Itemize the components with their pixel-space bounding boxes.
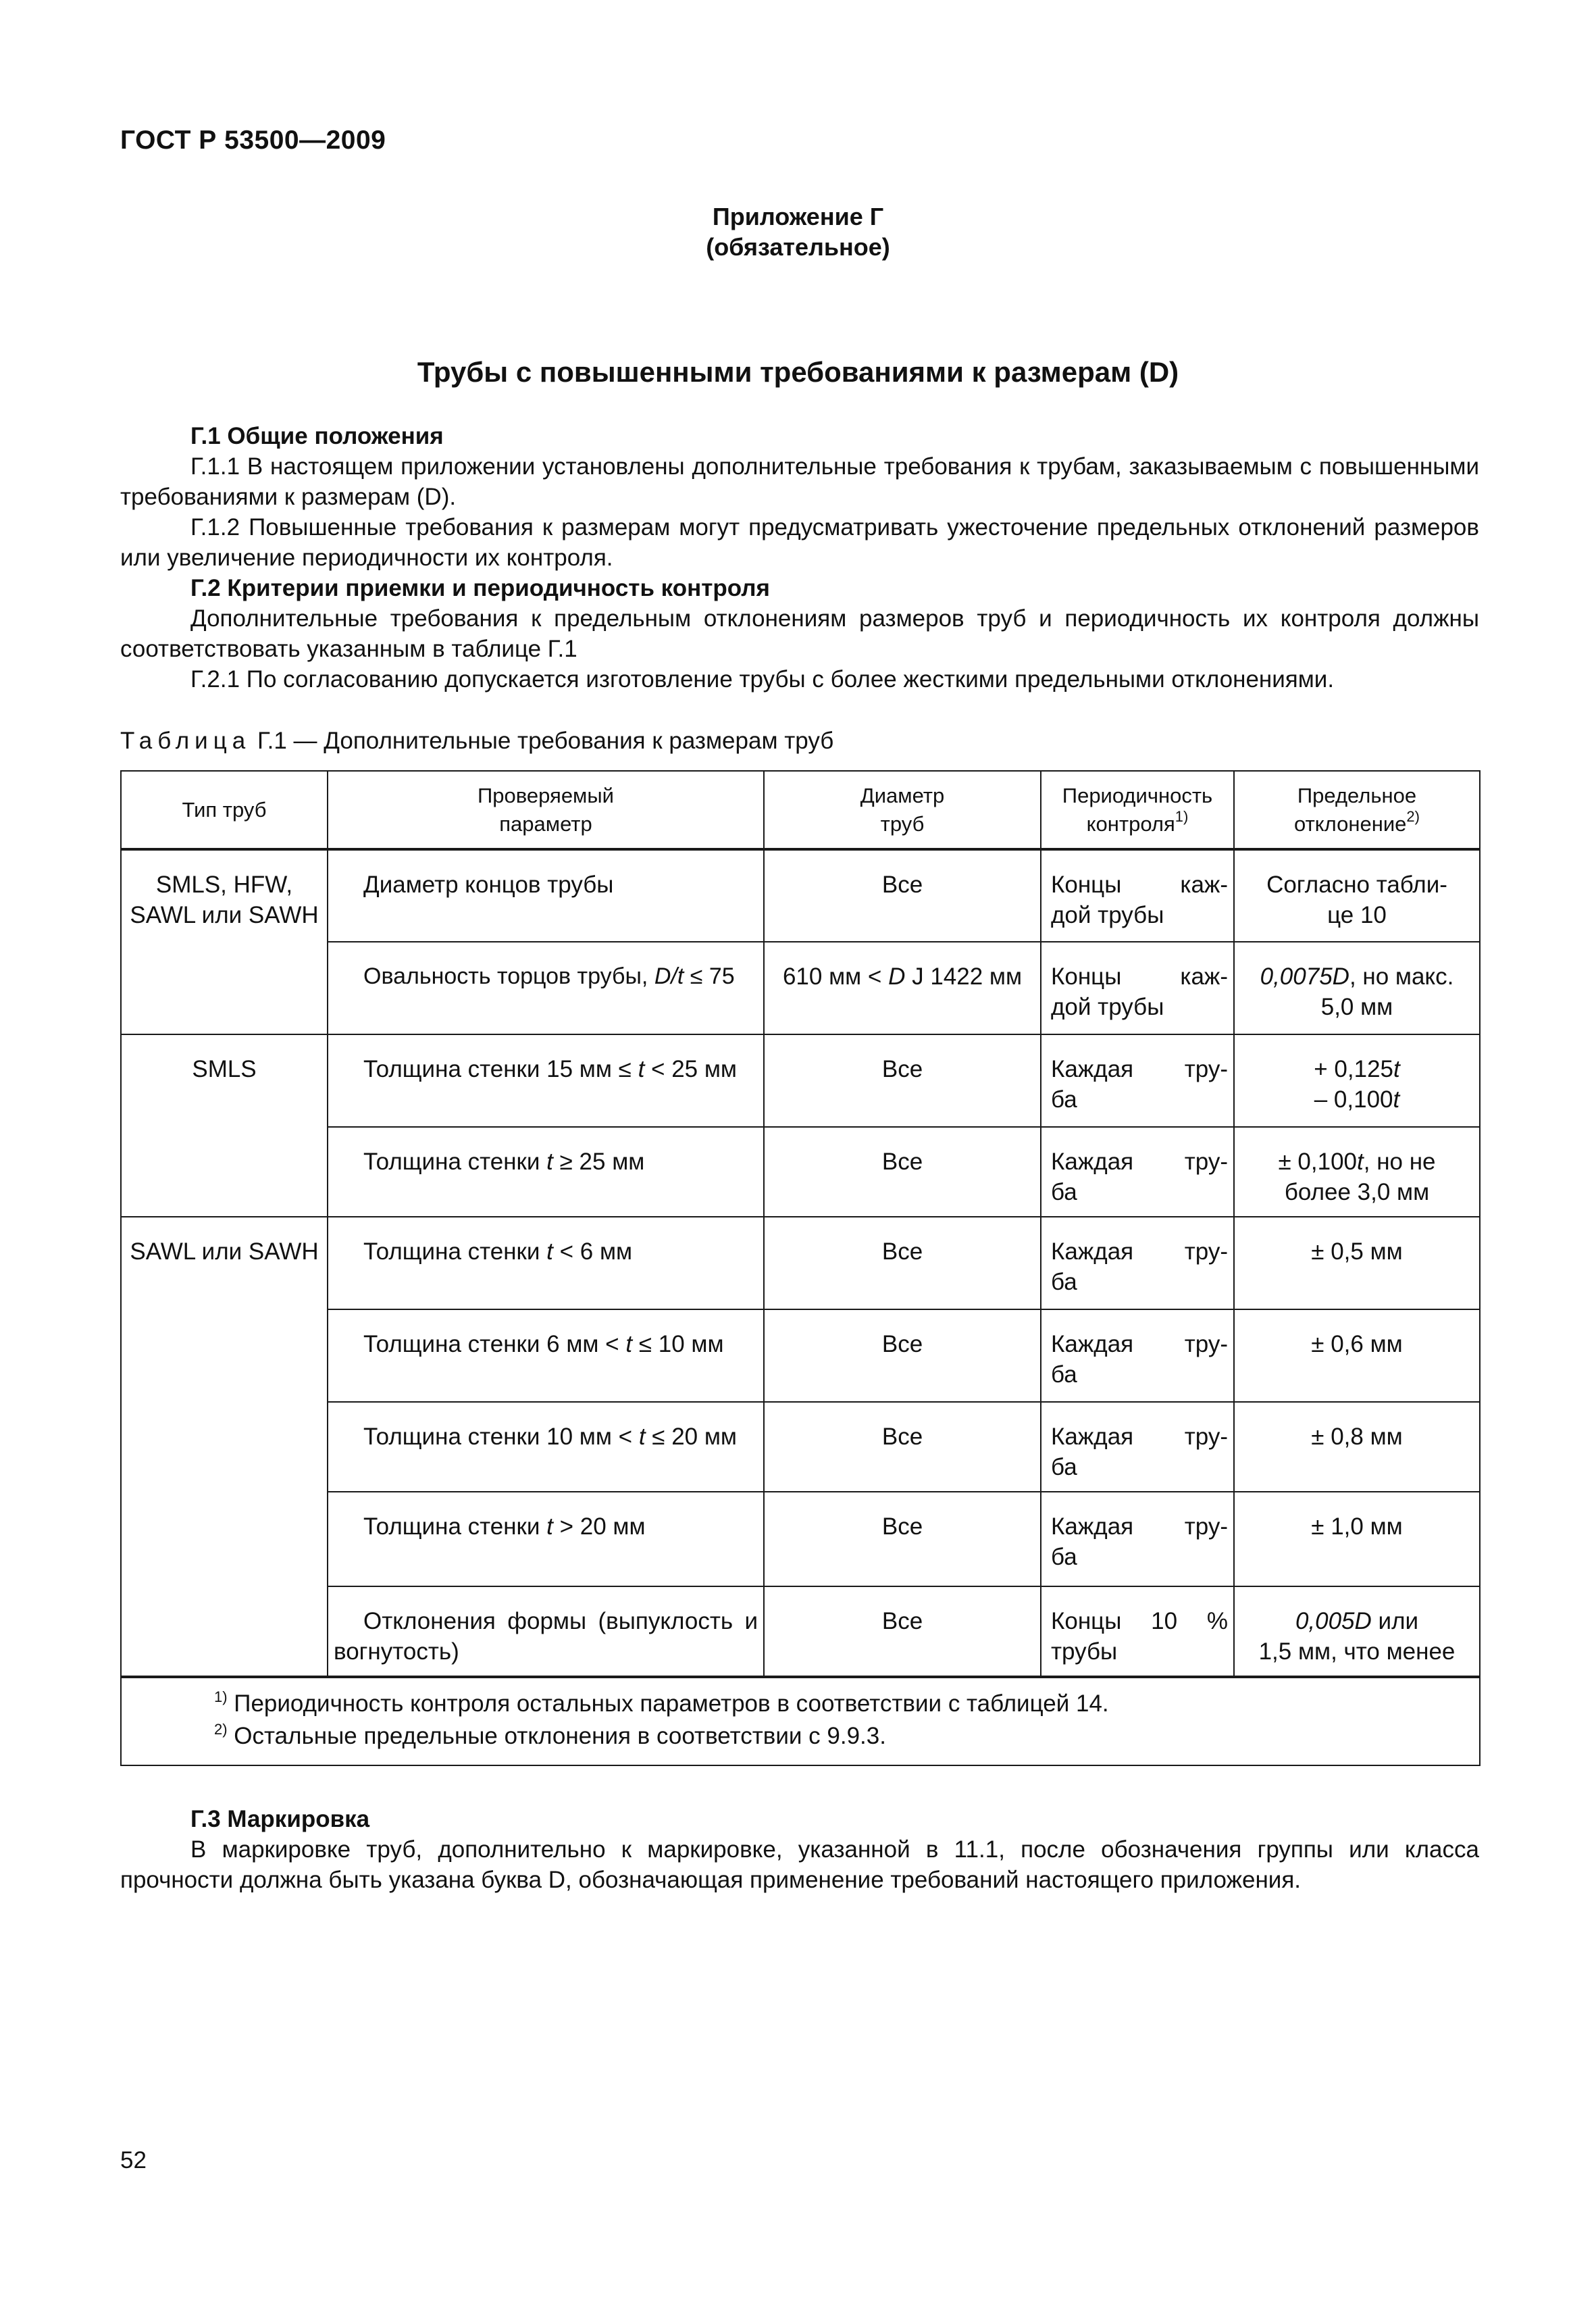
paragraph-g-3: В маркировке труб, дополнительно к маркировке, указанной в 11.1, после обозначения группы или класса прочности должна быть указана буква D, обозначающая применение требований настоящего приложения. bbox=[120, 1836, 1479, 1893]
deviation-cell: 0,0075D, но макс. 5,0 мм bbox=[1234, 942, 1480, 1034]
parameter-cell: Толщина стенки 10 мм < t ≤ 20 мм bbox=[328, 1402, 764, 1492]
table-header-row bbox=[121, 771, 1480, 849]
frequency-cell: Каждая тру- ба bbox=[1041, 1127, 1234, 1217]
diameter-cell: Все bbox=[764, 1217, 1041, 1309]
diameter-cell: 610 мм < D J 1422 мм bbox=[764, 942, 1041, 1034]
section-1-heading: Г.1 Общие положения bbox=[190, 423, 444, 449]
deviation-cell: ± 0,100t, но не более 3,0 мм bbox=[1234, 1127, 1480, 1217]
table-caption-text: Г.1 — Дополнительные требования к размерам труб bbox=[251, 728, 834, 754]
frequency-cell: Концы каж- дой трубы bbox=[1041, 849, 1234, 942]
footnote-1: $^{1)}$ Периодичность контроля остальных параметров в соответствии с таблицей 14. bbox=[214, 1688, 1109, 1717]
paragraph-g-1-2: Г.1.2 Повышенные требования к размерам могут предусматривать ужесточение предельных отклонений размеров или увеличение периодичности их контроля. bbox=[120, 514, 1479, 571]
header-parameter: Проверяемый параметр bbox=[328, 771, 764, 849]
parameter-cell: Толщина стенки t ≥ 25 мм bbox=[328, 1127, 764, 1217]
frequency-cell: Каждая тру- ба bbox=[1041, 1217, 1234, 1309]
table-caption bbox=[120, 728, 833, 755]
frequency-cell: Каждая тру- ба bbox=[1041, 1034, 1234, 1127]
table-row bbox=[121, 1217, 1480, 1309]
header-pipe-type: Тип труб bbox=[121, 771, 328, 849]
table-row bbox=[121, 849, 1480, 942]
pipe-type-group: SAWL или SAWH bbox=[121, 1217, 328, 1677]
page-number: 52 bbox=[120, 2147, 147, 2173]
annex-heading: Трубы с повышенными требованиями к размерам (D) bbox=[417, 356, 1179, 388]
diameter-cell: Все bbox=[764, 1127, 1041, 1217]
header-frequency: Периодичность контроля$^{1)}$ bbox=[1041, 771, 1234, 849]
deviation-cell: ± 0,6 мм bbox=[1234, 1309, 1480, 1402]
frequency-cell: Каждая тру- ба bbox=[1041, 1402, 1234, 1492]
sections-1-2 bbox=[120, 421, 1479, 695]
header-diameter: Диаметр труб bbox=[764, 771, 1041, 849]
parameter-cell: Овальность торцов трубы, D/t ≤ 75 bbox=[328, 942, 764, 1034]
frequency-cell: Каждая тру- ба bbox=[1041, 1492, 1234, 1586]
diameter-cell: Все bbox=[764, 1034, 1041, 1127]
footnote-mark: 1) bbox=[1175, 807, 1189, 825]
parameter-cell: Толщина стенки 15 мм ≤ t < 25 мм bbox=[328, 1034, 764, 1127]
parameter-cell: Толщина стенки t < 6 мм bbox=[328, 1217, 764, 1309]
table-notes-row bbox=[121, 1677, 1480, 1765]
table-caption-lead: Таблица bbox=[120, 728, 251, 754]
parameter-cell: Диаметр концов трубы bbox=[328, 849, 764, 942]
footnote-mark: 2) bbox=[1406, 807, 1420, 825]
table-footnotes bbox=[121, 1677, 1480, 1765]
diameter-cell: Все bbox=[764, 1402, 1041, 1492]
frequency-cell: Концы 10 % трубы bbox=[1041, 1586, 1234, 1677]
parameter-cell: Отклонения формы (выпуклость и вогнутость) bbox=[328, 1586, 764, 1677]
paragraph-g-2: Дополнительные требования к предельным отклонениям размеров труб и периодичность их контроля должны соответствовать указанным в таблице Г.1 bbox=[120, 605, 1479, 662]
deviation-cell: ± 1,0 мм bbox=[1234, 1492, 1480, 1586]
table-row bbox=[121, 1034, 1480, 1127]
section-3 bbox=[120, 1804, 1479, 1895]
section-2-heading: Г.2 Критерии приемки и периодичность контроля bbox=[190, 575, 770, 601]
document-id: ГОСТ Р 53500—2009 bbox=[120, 126, 386, 155]
parameter-cell: Толщина стенки t > 20 мм bbox=[328, 1492, 764, 1586]
paragraph-g-1-1: Г.1.1 В настоящем приложении установлены дополнительные требования к трубам, заказываемым с повышенными требованиями к размерам (D). bbox=[120, 453, 1479, 510]
annex-status: (обязательное) bbox=[706, 233, 890, 261]
deviation-cell: ± 0,5 мм bbox=[1234, 1217, 1480, 1309]
paragraph-g-2-1: Г.2.1 По согласованию допускается изготовление трубы с более жесткими предельными отклонениями. bbox=[190, 666, 1335, 693]
deviation-cell: 0,005D или 1,5 мм, что менее bbox=[1234, 1586, 1480, 1677]
diameter-cell: Все bbox=[764, 1586, 1041, 1677]
deviation-cell: Согласно табли- це 10 bbox=[1234, 849, 1480, 942]
requirements-table bbox=[120, 770, 1481, 1766]
section-3-heading: Г.3 Маркировка bbox=[190, 1806, 370, 1832]
parameter-cell: Толщина стенки 6 мм < t ≤ 10 мм bbox=[328, 1309, 764, 1402]
annex-title: Приложение Г bbox=[712, 203, 884, 230]
pipe-type-group: SMLS bbox=[121, 1034, 328, 1217]
deviation-cell: ± 0,8 мм bbox=[1234, 1402, 1480, 1492]
diameter-cell: Все bbox=[764, 849, 1041, 942]
header-deviation: Предельное отклонение$^{2)}$ bbox=[1234, 771, 1480, 849]
diameter-cell: Все bbox=[764, 1492, 1041, 1586]
diameter-cell: Все bbox=[764, 1309, 1041, 1402]
pipe-type-group: SMLS, HFW, SAWL или SAWH bbox=[121, 849, 328, 1034]
footnote-2: $^{2)}$ Остальные предельные отклонения в соответствии с 9.9.3. bbox=[214, 1721, 886, 1749]
frequency-cell: Каждая тру- ба bbox=[1041, 1309, 1234, 1402]
frequency-cell: Концы каж- дой трубы bbox=[1041, 942, 1234, 1034]
deviation-cell: + 0,125t – 0,100t bbox=[1234, 1034, 1480, 1127]
